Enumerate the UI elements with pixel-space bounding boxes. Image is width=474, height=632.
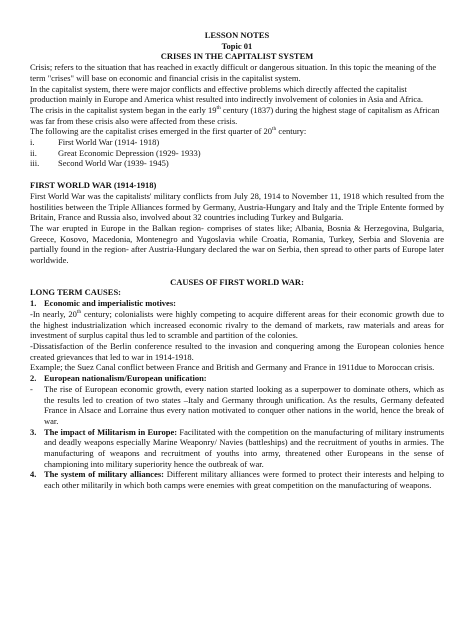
list-item (30, 158, 444, 169)
long-term-causes-label: LONG TERM CAUSES: (30, 287, 121, 298)
list-item-text: Great Economic Depression (1929- 1933) (58, 147, 201, 158)
cause-1-p1-sup: th (76, 309, 82, 316)
cause-3-text: Facilitated with the competition on the manufacturing of military instruments and deadly weapons especially Marine Weaponry/ Navies (battleships) and the recruitment of youths in armies. The manufacturing of weapons and recruitment of youths into army, threatened other Europeans in the sense of championing into military superiority hence the outbreak of war. (44, 426, 444, 469)
cause-1-p1-text: -In nearly, 20 (30, 308, 77, 319)
intro-p3-sup: th (216, 105, 221, 112)
cause-item-3 (30, 427, 444, 470)
list-item-text: First World War (1914- 1918) (58, 137, 160, 148)
cause-1-p1-text-end: century; colonialists were highly competing to acquire different areas for their economic growth due to the highest industrialization which increased economic rivalry to the demand of markets, raw materials and areas for investment of surplus capital thus led to scramble and partition of the colonies. (30, 308, 444, 341)
topic-heading: CRISES IN THE CAPITALIST SYSTEM (160, 51, 314, 62)
cause-1-paragraph-3: Example; the Suez Canal conflict between France and British and Germany and France in 1911due to Moroccan crisis. (30, 362, 435, 373)
cause-title: The impact of Militarism in Europe: (44, 426, 178, 437)
intro-p3-text-end: century (1837) during the highest stage of capitalism as African was far from these crisis also were affected from these crisis. (30, 104, 440, 126)
cause-item-2 (30, 373, 444, 384)
cause-title: The system of military alliances: (44, 469, 164, 480)
list-item (30, 148, 444, 159)
cause-title: Economic and imperialistic motives: (44, 298, 176, 309)
cause-2-body (30, 384, 444, 427)
list-item-number: i. (30, 137, 35, 148)
lesson-title: LESSON NOTES (204, 30, 270, 40)
list-item-number: ii. (30, 147, 37, 158)
cause-1-paragraph-2: -Dissatisfaction of the Berlin conference resulted to the invasion and conquering among the European colonies hence created grievances that led to war in 1914-1918. (30, 340, 444, 362)
cause-number: 3. (30, 426, 37, 437)
intro-p4-sup: th (272, 126, 277, 133)
causes-heading: CAUSES OF FIRST WORLD WAR: (170, 276, 304, 287)
intro-p4-text: The following are the capitalist crises emerged in the first quarter of 20 (30, 126, 273, 137)
list-item-number: iii. (30, 158, 40, 169)
list-item-text: Second World War (1939- 1945) (58, 158, 169, 169)
cause-title: European nationalism/European unification: (44, 373, 207, 384)
cause-number: 2. (30, 373, 37, 384)
topic-label: Topic 01 (221, 40, 253, 51)
cause-number: 1. (30, 298, 37, 309)
intro-p3-text: The crisis in the capitalist system began in the early 19 (30, 104, 217, 115)
cause-number: 4. (30, 469, 37, 480)
cause-4-body (44, 469, 444, 490)
intro-paragraph-4 (30, 126, 444, 137)
cause-item-4 (30, 469, 444, 490)
fww-paragraph-1: First World War was the capitalists' military conflicts from July 28, 1914 to November 11, 1918 which resulted from the hostilities between the Triple Alliances formed by Germany, Austria-Hungary and Italy and the Triple Entente formed by Britain, France and Russia also, involved about 32 countries including Turkey and Bulgaria. (30, 190, 444, 223)
intro-paragraph-2: In the capitalist system, there were major conflicts and effective problems which directly affected the capitalist production mainly in Europe and America whist resulted into indirectly involvement of colonies in Asia and Africa. (30, 83, 424, 105)
cause-2-dash: - (30, 383, 33, 394)
cause-2-paragraph: The rise of European economic growth, every nation started looking as a superpower to dominate others, which as the results led to creation of two states –Italy and Germany through unification. As the results, Germany defeated France in Alsace and Lorraine thus every nation motivated to conquer other nations in the world, hence the break of war. (44, 383, 444, 426)
cause-4-text: Different military alliances were formed to protect their interests and helping to each other militarily in which both camps were enemies with great competition on the manufacturing of weapons. (44, 469, 444, 491)
list-item (30, 137, 444, 148)
cause-1-paragraph-1 (30, 309, 444, 341)
cause-item-1 (30, 298, 444, 309)
intro-paragraph-3 (30, 105, 444, 126)
intro-p4-text-end: century: (276, 126, 307, 137)
cause-3-body (44, 427, 444, 470)
crises-list (30, 137, 444, 169)
fww-section-title: FIRST WORLD WAR (1914-1918) (30, 180, 157, 191)
intro-paragraph-1: Crisis; refers to the situation that has reached in exactly difficult or dangerous situation. In this topic the meaning of the term "crises" will base on economic and financial crisis in the capitalist system. (30, 62, 437, 83)
fww-paragraph-2: The war erupted in Europe in the Balkan region- comprises of states like; Albania, Bosnia & Herzegovina, Bulgaria, Greece, Kosovo, Macedonia, Montenegro and Yugoslavia while Croatia, Romania, Turkey, Serbia and Slovenia are partially found in the region- after Austria-Hungary declared the war on Serbia, then spread to other parts of Europe later worldwide. (30, 222, 444, 266)
